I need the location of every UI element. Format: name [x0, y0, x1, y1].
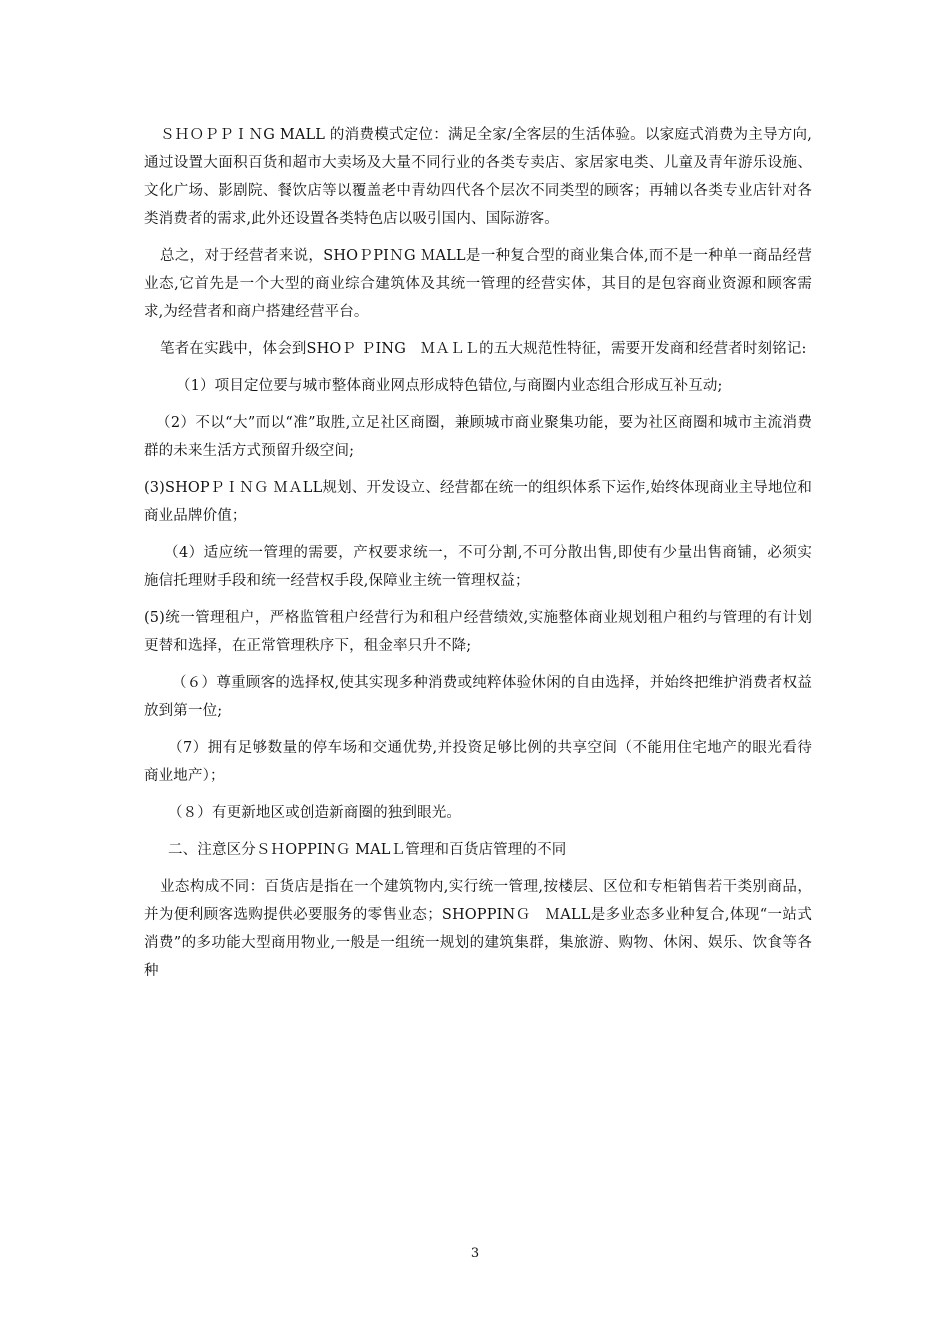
list-item-1: （1）项目定位要与城市整体商业网点形成特色错位,与商圈内业态组合形成互补互动; — [176, 378, 723, 394]
list-item-2: （2）不以“大”而以“准”取胜,立足社区商圈，兼顾城市商业聚集功能，要为社区商圈和城市主流消费群的未来生活方式预留升级空间; — [144, 415, 812, 459]
paragraph-format-difference: 业态构成不同：百货店是指在一个建筑物内,实行统一管理,按楼层、区位和专柜销售若干类别商品，并为便利顾客选购提供必要服务的零售业态；SHOPPINＧ ＭALL是多业态多业种复合,体现“一站式消费”的多功能大型商用物业,一般是一组统一规划的建筑集群，集旅游、购物、休闲、娱乐、饮食等各种 — [144, 879, 812, 979]
paragraph-consumption-positioning: ＳＨＯＰＰＩＮG MALL 的消费模式定位：满足全家/全客层的生活体验。以家庭式消费为主导方向,通过设置大面积百货和超市大卖场及大量不同行业的各类专卖店、家居家电类、儿童及青年游乐设施、文化广场、影剧院、餐饮店等以覆盖老中青幼四代各个层次不同类型的顾客；再辅以各类专业店针对各类消费者的需求,此外还设置各类特色店以吸引国内、国际游客。 — [144, 127, 812, 227]
list-item-8: （８）有更新地区或创造新商圈的独到眼光。 — [168, 805, 461, 821]
list-item-4: （4）适应统一管理的需要，产权要求统一，不可分割,不可分散出售,即使有少量出售商铺，必须实施信托理财手段和统一经营权手段,保障业主统一管理权益； — [144, 545, 812, 589]
paragraph-summary: 总之，对于经营者来说，SHOＰPIＮG ＭALL是一种复合型的商业集合体,而不是一种单一商品经营业态,它首先是一个大型的商业综合建筑体及其统一管理的经营实体，其目的是包容商业资源和顾客需求,为经营者和商户搭建经营平台。 — [144, 248, 812, 320]
page-number: 3 — [470, 1246, 480, 1261]
list-item-6: （６）尊重顾客的选择权,使其实现多种消费或纯粹体验休闲的自由选择，并始终把维护消费者权益放到第一位; — [144, 675, 812, 719]
list-item-7: （7）拥有足够数量的停车场和交通优势,并投资足够比例的共享空间（不能用住宅地产的眼光看待商业地产）； — [144, 740, 812, 784]
body-text — [144, 121, 812, 994]
paragraph-five-features-intro: 笔者在实践中，体会到SHOＰ ＰING ＭＡＬＬ的五大规范性特征，需要开发商和经营者时刻铭记: — [160, 341, 807, 357]
list-item-3: (3)SHOPＰＩＮＧ ＭＡLL规划、开发设立、经营都在统一的组织体系下运作,始终体现商业主导地位和商业品牌价值； — [144, 480, 812, 524]
list-item-5: (5)统一管理租户，严格监管租户经营行为和租户经营绩效,实施整体商业规划租户租约与管理的有计划更替和选择，在正常管理秩序下，租金率只升不降; — [144, 610, 812, 654]
section-heading-2: 二、注意区分ＳＨOPPINＧ MALＬ管理和百货店管理的不同 — [168, 842, 567, 858]
